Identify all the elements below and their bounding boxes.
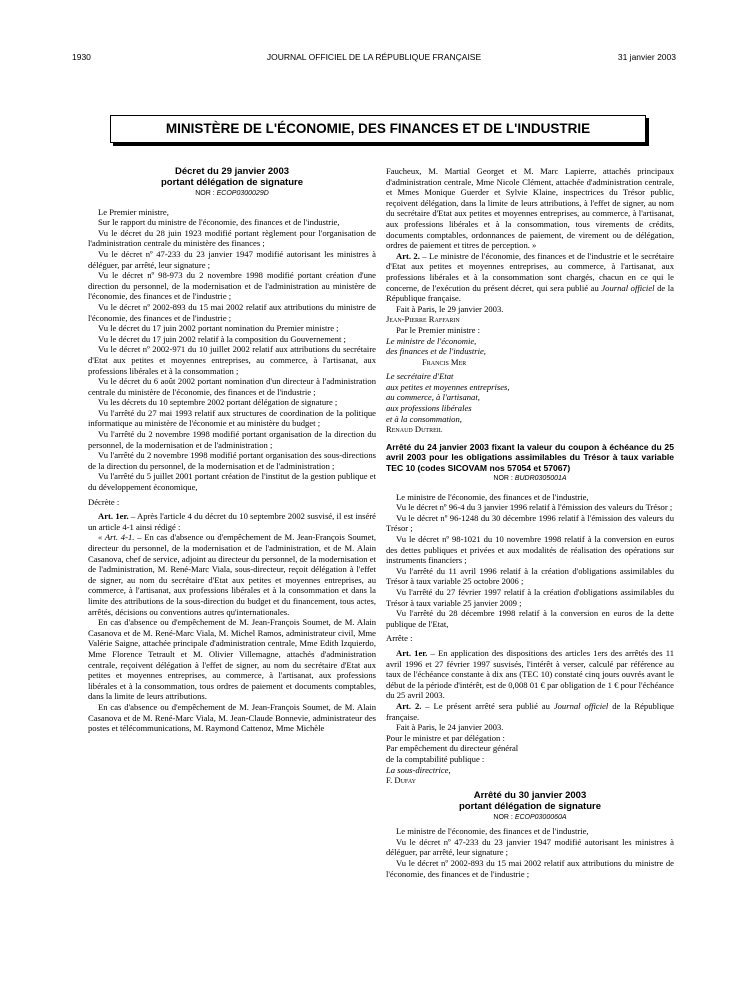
decree1-fait: Fait à Paris, le 29 janvier 2003.	[396, 303, 504, 314]
article-label: Art. 2.	[396, 700, 422, 711]
secretary-title: aux professions libérales	[386, 403, 472, 414]
considerant: Vu le décret du 17 juin 2002 portant nomination du Premier ministre ;	[98, 323, 339, 334]
running-header	[72, 52, 676, 64]
decree1-nor	[88, 189, 376, 200]
signatory-prime-minister: Jean-Pierre Raffarin	[386, 314, 460, 325]
article-label: Art. 1er.	[396, 647, 428, 658]
signatory-secretary: Renaud Dutreil	[386, 424, 443, 435]
nor-label: NOR :	[493, 475, 513, 483]
arrete2-nor	[386, 813, 674, 824]
arrete1-signature-line: La sous-directrice,	[386, 764, 451, 775]
minister-title: Le ministre de l'économie,	[386, 335, 477, 346]
page-number: 1930	[72, 52, 91, 62]
left-column	[88, 166, 376, 734]
considerant: Vu les décrets du 10 septembre 2002 portant délégation de signature ;	[98, 397, 338, 408]
decree1-article4-1: « Art. 4-1. – En cas d'absence ou d'empêchement de M. Jean-François Soumet, directeur du personnel, de la modernisation et de l'administration, et de M. Alain Casanova, chef de service, adjoint au directeur du personnel, de la modernisation et de l'administration, M. René-Marc Viala, sous-directeur, reçoit délégation à l'effet de signer, au nom du secrétaire d'Etat aux petites et moyennes entreprises, au commerce, à l'artisanat, aux professions libérales et à la consommation et dans la limite des attributions de la sous-direction du budget et du financement, tous actes, arrêtés, décisions ou conventions autres qu'internationales.	[88, 532, 376, 617]
arrete1-article1: Art. 1er. – En application des dispositions des articles 1ers des arrêtés des 11 avril 1996 et 27 février 1997 susvisés, l'intérêt à verser, calculé par référence au taux de l'échéance constante à dix ans (TEC 10) constaté cinq jours ouvrés avant le début de la période d'intérêt, est de 0,008 01 € par obligation de 1 € pour l'échéance du 25 avril 2003.	[386, 647, 675, 701]
decree1-paragraph: En cas d'absence ou d'empêchement de M. Jean-François Soumet, de M. Alain Casanova et de M. René-Marc Viala, M. Michel Ramos, administrateur civil, Mme Valérie Saigne, attachée principale d'administration centrale, Mme Edith Izquierdo, Mme Florence Tetrault et M. Olivier Villemagne, attachés d'administration centrale, reçoivent délégation à l'effet de signer, au nom du secrétaire d'Etat aux petites et moyennes entreprises, au commerce, à l'artisanat, aux professions libérales et à la consommation, tous ordres de paiement et documents comptables, dans la limite de leurs attributions.	[88, 617, 376, 702]
considerant: Vu le décret nº 2002-893 du 15 mai 2002 relatif aux attributions du ministre de l'économie, des finances et de l'industrie ;	[88, 301, 376, 323]
considerant: Vu l'arrêté du 27 mai 1993 relatif aux structures de coordination de la politique informatique au ministère de l'économie et au ministère du budget ;	[88, 407, 376, 429]
arrete1-signature-line: de la comptabilité publique :	[386, 753, 485, 764]
nor-code: ECOP0300060A	[514, 813, 567, 821]
article-label: Art. 1er.	[98, 511, 129, 522]
decree1-article1: Art. 1er. – Après l'article 4 du décret du 10 septembre 2002 susvisé, il est inséré un article 4-1 ainsi rédigé :	[88, 511, 376, 532]
considerant: Vu l'arrêté du 2 novembre 1998 modifié portant organisation des sous-directions de la direction du personnel, de la modernisation et de l'administration ;	[88, 450, 376, 471]
decree1-intro: Le Premier ministre,	[98, 206, 169, 217]
nor-code: BUDR0305001A	[514, 475, 567, 483]
considerant: Vu le décret nº 2002-971 du 10 juillet 2002 relatif aux attributions du secrétaire d'Etat aux petites et moyennes entreprises, au commerce, à l'artisanat, aux professions libérales et à la consommation ;	[88, 344, 376, 376]
considerant: Vu le décret nº 98-1021 du 10 novembre 1998 relatif à la conversion en euros des dettes publiques et privées et aux modalités de réalisation des opérations sur instruments financiers ;	[386, 534, 674, 566]
arrete2-title-line2: portant délégation de signature	[459, 800, 601, 812]
decrete-heading: Décrète :	[88, 496, 120, 507]
considerant: Vu l'arrêté du 27 février 1997 relatif à la création d'obligations assimilables du Trésor à taux variable 25 janvier 2009 ;	[386, 587, 674, 608]
arrete1-nor	[386, 474, 674, 485]
considerant: Vu l'arrêté du 28 décembre 1998 relatif à la conversion en euros de la dette publique de l'Etat,	[386, 608, 674, 629]
secretary-title: aux petites et moyennes entreprises,	[386, 381, 510, 392]
considerant: Vu l'arrêté du 11 avril 1996 relatif à la création d'obligations assimilables du Trésor à taux variable 25 octobre 2006 ;	[386, 565, 674, 587]
article-label: « Art. 4-1.	[98, 532, 135, 543]
considerant: Vu l'arrêté du 5 juillet 2001 portant création de l'institut de la gestion publique et du développement économique,	[88, 471, 376, 493]
considerant: Vu le décret nº 96-1248 du 30 décembre 1996 relatif à l'émission des valeurs du Trésor ;	[386, 512, 674, 534]
considerant: Vu le décret nº 47-233 du 23 janvier 1947 modifié autorisant les ministres à déléguer, par arrêté, leur signature ;	[88, 248, 376, 270]
considerant: Sur le rapport du ministre de l'économie, des finances et de l'industrie,	[98, 217, 340, 228]
considerant: Vu le décret du 17 juin 2002 relatif à la composition du Gouvernement ;	[98, 333, 346, 344]
arrete-heading: Arrête :	[386, 633, 413, 644]
par-premier-ministre: Par le Premier ministre :	[396, 324, 481, 335]
considerant: Vu le décret nº 47-233 du 23 janvier 1947 modifié autorisant les ministres à déléguer, par arrêté, leur signature ;	[386, 836, 674, 858]
signatory-minister: Francis Mer	[422, 356, 467, 367]
considerant: Vu le décret du 6 août 2002 portant nomination d'un directeur à l'administration centrale du ministère de l'économie, des finances et de l'industrie ;	[88, 376, 376, 397]
arrete1-fait: Fait à Paris, le 24 janvier 2003.	[396, 722, 504, 733]
arrete2-title-line1: Arrêté du 30 janvier 2003	[473, 789, 587, 801]
decree1-title-line1: Décret du 29 janvier 2003	[174, 166, 290, 177]
ministry-banner: MINISTÈRE DE L'ÉCONOMIE, DES FINANCES ET DE L'INDUSTRIE	[110, 115, 646, 143]
considerant: Vu le décret nº 98-973 du 2 novembre 1998 modifié portant création d'une direction du personnel, de la modernisation et de l'administration au ministère de l'économie, des finances et de l'industrie ;	[88, 270, 376, 302]
minister-title: des finances et de l'industrie,	[386, 346, 486, 357]
secretary-title: au commerce, à l'artisanat,	[386, 392, 480, 403]
considerant: Vu le décret nº 2002-893 du 15 mai 2002 relatif aux attributions du ministre de l'économie, des finances et de l'industrie ;	[386, 858, 674, 879]
nor-label: NOR :	[195, 190, 215, 197]
arrete1-title: Arrêté du 24 janvier 2003 fixant la valeur du coupon à échéance du 25 avril 2003 pour les obligations assimilables du Trésor à taux variable TEC 10 (codes SICOVAM nos 57054 et 57067)	[386, 441, 674, 473]
journal-title: JOURNAL OFFICIEL DE LA RÉPUBLIQUE FRANÇAISE	[266, 52, 482, 62]
issue-date: 31 janvier 2003	[617, 52, 676, 62]
signatory-dufay: F. Dufay	[386, 775, 416, 786]
arrete1-article2: Art. 2. – Le présent arrêté sera publié au Journal officiel de la République française.	[386, 700, 674, 722]
arrete1-signature-line: Pour le ministre et par délégation :	[386, 732, 505, 743]
secretary-title: Le secrétaire d'Etat	[386, 371, 454, 382]
decree1-title-line2: portant délégation de signature	[161, 177, 303, 188]
nor-label: NOR :	[493, 813, 513, 821]
decree1-paragraph-continued: Faucheux, M. Martial Georget et M. Marc Lapierre, attachés principaux d'administration centrale, Mme Nicole Clément, attachée d'administration centrale, et Mmes Monique Guerder et Sylvie Klaine, inspectrices du Trésor public, reçoivent délégation, dans la limite de leurs attributions, à l'effet de signer, au nom du secrétaire d'Etat aux petites et moyennes entreprises, au commerce, à l'artisanat, aux professions libérales et à la consommation, tous virements de crédits, documents comptables, ordonnances de paiement, de virement ou de délégation, ordres de paiement et titres de perception. »	[386, 166, 674, 251]
nor-code: ECOP0300029D	[216, 190, 269, 197]
considerant: Vu le décret nº 96-4 du 3 janvier 1996 relatif à l'émission des valeurs du Trésor ;	[396, 502, 673, 513]
arrete1-signature-line: Par empêchement du directeur général	[386, 743, 519, 754]
decree1-article2: Art. 2. – Le ministre de l'économie, des finances et de l'industrie et le secrétaire d'Etat aux petites et moyennes entreprises, au commerce, à l'artisanat, aux professions libérales et à la consommation sont chargés, chacun en ce qui le concerne, de l'exécution du présent décret, qui sera publié au Journal officiel de la République française.	[386, 250, 674, 304]
considerant: Vu le décret du 28 juin 1923 modifié portant règlement pour l'organisation de l'administration centrale du ministère des finances ;	[88, 227, 376, 249]
arrete2-intro: Le ministre de l'économie, des finances et de l'industrie,	[396, 826, 589, 837]
arrete1-intro: Le ministre de l'économie, des finances et de l'industrie,	[396, 491, 589, 502]
secretary-title: et à la consommation,	[386, 413, 462, 424]
article-label: Art. 2.	[396, 250, 420, 261]
right-column	[386, 166, 674, 879]
considerant: Vu l'arrêté du 2 novembre 1998 modifié portant organisation de la direction du personnel, de la modernisation et de l'administration ;	[88, 429, 376, 450]
decree1-paragraph: En cas d'absence ou d'empêchement de M. Jean-François Soumet, de M. Alain Casanova et de M. René-Marc Viala, M. Jean-Claude Bonnevie, administrateur des postes et télécommunications, M. Raymond Cattenoz, Mme Michèle	[88, 701, 376, 734]
